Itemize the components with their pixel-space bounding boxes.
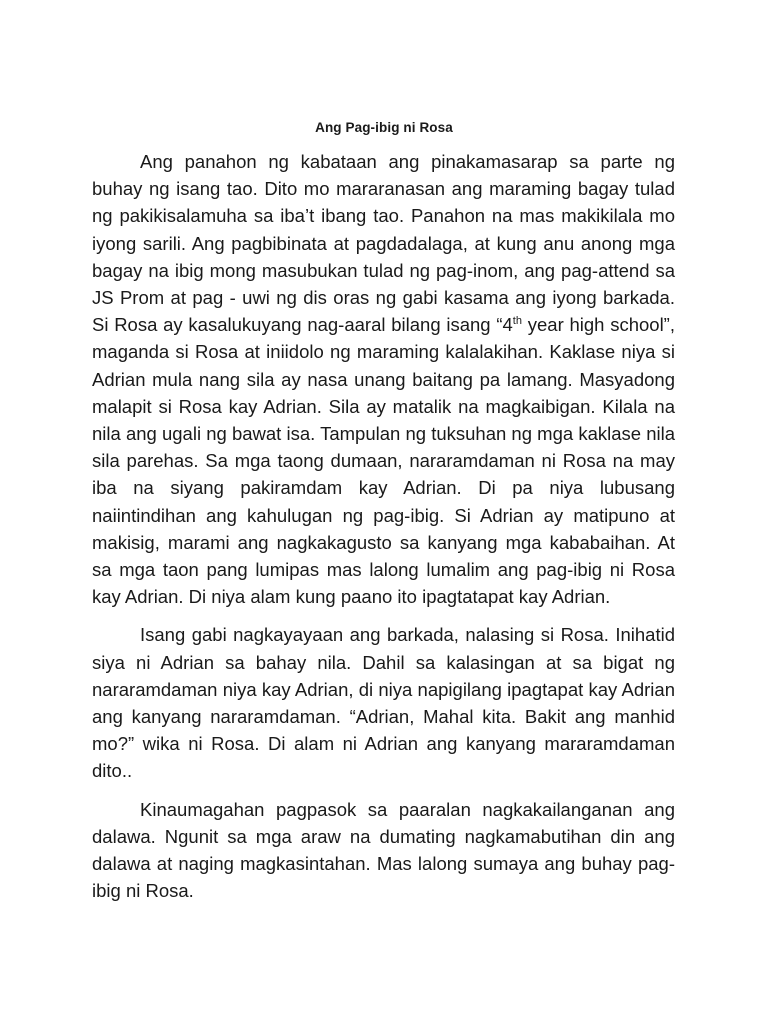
document-title: Ang Pag-ibig ni Rosa xyxy=(315,120,453,135)
ordinal-superscript: th xyxy=(512,315,522,328)
paragraph-1-text-a: Ang panahon ng kabataan ang pinakamasarap sa parte ng buhay ng isang tao. Dito mo mararanasan ang maraming bagay tulad ng pakikisalamuha sa iba’t ibang tao. Panahon na mas makikilala mo iyong sarili. Ang pagbibinata at pagdadalaga, at kung anu anong mga bagay na ibig mong masubukan tulad ng pag-inom, ang pag-attend sa JS Prom at pag - uwi ng dis oras ng gabi kasama ang iyong barkada. Si Rosa ay kasalukuyang nag-aaral bilang isang “4 xyxy=(92,151,675,336)
paragraph-1-text-b: year high school”, maganda si Rosa at iniidolo ng maraming kalalakihan. Kaklase niya si Adrian mula nang sila ay nasa unang baitang pa lamang. Masyadong malapit si Rosa kay Adrian. Sila ay matalik na magkaibigan. Kilala na nila ang ugali ng bawat isa. Tampulan ng tuksuhan ng mga kaklase nila sila parehas. Sa mga taong dumaan, nararamdaman ni Rosa na may iba na siyang pakiramdam kay Adrian. Di pa niya lubusang naiintindihan ang kahulugan ng pag-ibig. Si Adrian ay matipuno at makisig, marami ang nagkakagusto sa kanyang mga kababaihan. At sa mga taon pang lumipas mas lalong lumalim ang pag-ibig ni Rosa kay Adrian. Di niya alam kung paano ito ipagtatapat kay Adrian. xyxy=(92,314,675,608)
paragraph-3: Kinaumagahan pagpasok sa paaralan nagkakailanganan ang dalawa. Ngunit sa mga araw na dumating nagkamabutihan din ang dalawa at naging magkasintahan. Mas lalong sumaya ang buhay pag-ibig ni Rosa. xyxy=(92,798,675,902)
document-body xyxy=(92,148,675,915)
paragraph-1 xyxy=(92,148,675,610)
paragraph-2: Isang gabi nagkayayaan ang barkada, nalasing si Rosa. Inihatid siya ni Adrian sa bahay nila. Dahil sa kalasingan at sa bigat ng nararamdaman niya kay Adrian, di niya napigilang ipagtapat kay Adrian ang kanyang nararamdaman. “Adrian, Mahal kita. Bakit ang manhid mo?” wika ni Rosa. Di alam ni Adrian ang kanyang mararamdaman dito.. xyxy=(92,624,675,782)
